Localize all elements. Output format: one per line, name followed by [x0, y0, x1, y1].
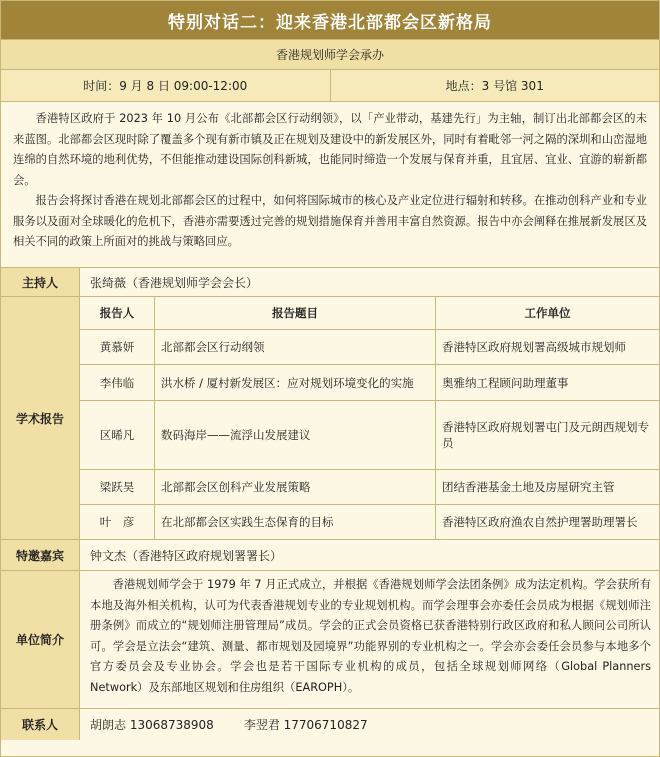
- speaker-header: 报告人: [99, 306, 135, 320]
- topic-cell: 洪水桥 / 厦村新发展区：应对规划环境变化的实施: [155, 365, 436, 400]
- topic-cell: 数码海岸——流浮山发展建议: [155, 400, 436, 469]
- contact-person: 李翌君 17706710827: [243, 718, 368, 732]
- guest-value: 钟文杰（香港特区政府规划署署长）: [90, 548, 283, 563]
- contact-row: [1, 708, 659, 740]
- speaker-cell: 黄慕妍: [80, 330, 155, 365]
- event-time: 时间：9 月 8 日 09:00-12:00: [1, 70, 331, 101]
- intro-section: [1, 101, 659, 267]
- speaker-cell: 梁跃昊: [80, 469, 155, 504]
- unit-label: 单位简介: [1, 571, 80, 708]
- intro-paragraph: 香港特区政府于 2023 年 10 月公布《北部都会区行动纲领》，以「产业带动，基建先行」为主轴，制订出北部都会区的未来蓝图。北部都会区现时除了覆盖多个现有新市镇及正在规划及建设中的新发展区外，同时有着毗邻一河之隔的深圳和山峦湿地连绵的自然环境的地利优势，不但能推动建设国际创科新城，也能同时缔造一个发展与保育并重，且宜居、宜业、宜游的崭新都会。: [13, 112, 647, 187]
- table-row: [80, 400, 659, 469]
- table-row: [80, 505, 659, 539]
- guest-row: [1, 539, 659, 570]
- table-row: [80, 469, 659, 504]
- speaker-cell: 李伟临: [80, 365, 155, 400]
- guest-label: 特邀嘉宾: [1, 540, 80, 570]
- topic-cell: 北部都会区创科产业发展策略: [155, 469, 436, 504]
- org-cell: 奥雅纳工程顾问助理董事: [436, 365, 660, 400]
- table-row: [80, 330, 659, 365]
- organizer: 香港规划师学会承办: [1, 39, 659, 69]
- speaker-cell: 叶 彦: [80, 505, 155, 539]
- topic-cell: 北部都会区行动纲领: [155, 330, 436, 365]
- org-cell: 香港特区政府规划署高级城市规划师: [436, 330, 660, 365]
- org-cell: 团结香港基金土地及房屋研究主管: [436, 469, 660, 504]
- topic-cell: 在北部都会区实践生态保育的目标: [155, 505, 436, 539]
- contact-person: 胡朗志 13068738908: [90, 718, 214, 732]
- academic-label: 学术报告: [1, 297, 80, 539]
- topic-header: 报告题目: [155, 297, 436, 330]
- org-header: 工作单位: [436, 297, 660, 330]
- contact-label: 联系人: [1, 709, 80, 740]
- host-row: [1, 267, 659, 296]
- page-title: 特别对话二：迎来香港北部都会区新格局: [1, 1, 659, 39]
- table-header-row: [80, 297, 659, 330]
- time-place-row: [1, 69, 659, 101]
- host-value: 张绮薇（香港规划师学会会长）: [90, 275, 259, 290]
- reports-table: [80, 297, 659, 539]
- intro-paragraph: 报告会将探讨香港在规划北部都会区的过程中，如何将国际城市的核心及产业定位进行辐射和转移。在推动创科产业和专业服务以及面对全球暖化的危机下，香港亦需要透过完善的规划措施保育并善用丰富自然资源。报告中亦会阐释在推展新发展区及相关不同的政策上所面对的挑战与策略回应。: [13, 194, 647, 248]
- unit-description: 香港规划师学会于 1979 年 7 月正式成立，并根据《香港规划师学会法团条例》成为法定机构。学会获所有本地及海外相关机构，认可为代表香港规划专业的专业规划机构。而学会理事会亦委任会员成为根据《规划师注册条例》而成立的“规划师注册管理局”成员。学会的正式会员资格已获香港特别行政区政府和私人顾问公司所认可。学会是立法会“建筑、测量、都市规划及园境界”功能界别的专业机构之一。学会亦会委任会员参与本地多个官方委员会及专业协会。学会也是若干国际专业机构的成员，包括全球规划师网络（Global Planners Network）及东部地区规划和住房组织（EAROPH）。: [90, 578, 651, 694]
- table-row: [80, 365, 659, 400]
- unit-intro-row: [1, 570, 659, 708]
- speaker-cell: 区晞凡: [80, 400, 155, 469]
- host-label: 主持人: [1, 268, 80, 296]
- academic-reports-row: [1, 296, 659, 539]
- event-place: 地点：3 号馆 301: [445, 79, 544, 93]
- org-cell: 香港特区政府渔农自然护理署助理署长: [436, 505, 660, 539]
- org-cell: 香港特区政府规划署屯门及元朗西规划专员: [436, 400, 660, 469]
